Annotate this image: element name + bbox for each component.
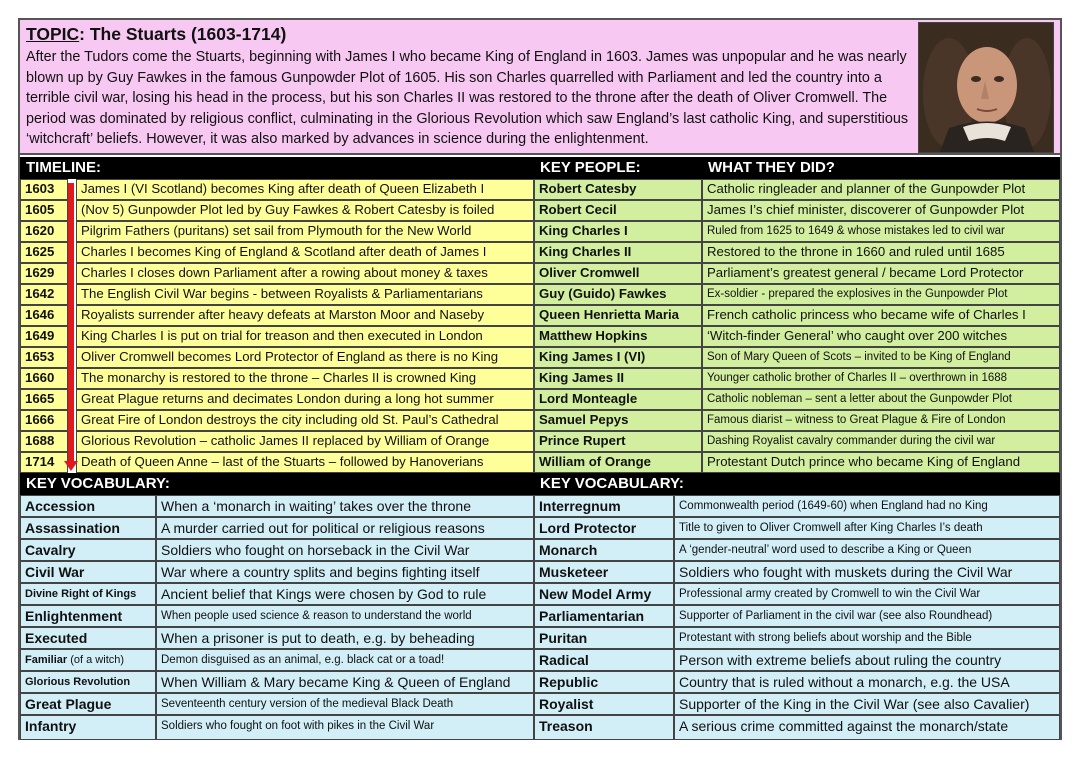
person-description: Younger catholic brother of Charles II – overthrown in 1688 — [702, 368, 1060, 389]
timeline-year: 1625 — [20, 242, 68, 263]
vocab-definition: When William & Mary became King & Queen of England — [156, 671, 534, 693]
vocab-term: Enlightenment — [20, 605, 156, 627]
person-description: James I’s chief minister, discoverer of Gunpowder Plot — [702, 200, 1060, 221]
timeline-year: 1629 — [20, 263, 68, 284]
person-name: King Charles II — [534, 242, 702, 263]
vocab-definition: Person with extreme beliefs about ruling the country — [674, 649, 1060, 671]
topic-title: : The Stuarts (1603-1714) — [79, 24, 287, 44]
people-row — [534, 200, 1060, 221]
people-row — [534, 263, 1060, 284]
vocab-row — [20, 671, 534, 693]
person-description: French catholic princess who became wife of Charles I — [702, 305, 1060, 326]
timeline-event: Oliver Cromwell becomes Lord Protector of England as there is no King — [76, 347, 534, 368]
vocab-term: Puritan — [534, 627, 674, 649]
vocab-definition: Commonwealth period (1649-60) when England had no King — [674, 495, 1060, 517]
vocab-definition: Protestant with strong beliefs about worship and the Bible — [674, 627, 1060, 649]
vocab-definition: Soldiers who fought with muskets during the Civil War — [674, 561, 1060, 583]
person-name: Lord Monteagle — [534, 389, 702, 410]
vocab-definition: When people used science & reason to understand the world — [156, 605, 534, 627]
vocab-right-header: KEY VOCABULARY: — [534, 473, 1060, 495]
timeline-year: 1665 — [20, 389, 68, 410]
vocab-definition: Professional army created by Cromwell to win the Civil War — [674, 583, 1060, 605]
key-people-header: KEY PEOPLE: — [534, 157, 702, 179]
timeline-year: 1714 — [20, 452, 68, 473]
vocab-right-table — [534, 495, 1060, 740]
vocab-definition: A murder carried out for political or religious reasons — [156, 517, 534, 539]
vocab-term: Lord Protector — [534, 517, 674, 539]
people-row — [534, 368, 1060, 389]
person-name: Matthew Hopkins — [534, 326, 702, 347]
timeline-row — [20, 284, 534, 305]
timeline-event: King Charles I is put on trial for treason and then executed in London — [76, 326, 534, 347]
person-description: ‘Witch-finder General’ who caught over 200 witches — [702, 326, 1060, 347]
vocab-term: New Model Army — [534, 583, 674, 605]
timeline-row — [20, 452, 534, 473]
timeline-year: 1660 — [20, 368, 68, 389]
timeline-year: 1603 — [20, 179, 68, 200]
timeline-event: Charles I becomes King of England & Scotland after death of James I — [76, 242, 534, 263]
vocab-term: Executed — [20, 627, 156, 649]
timeline-row — [20, 242, 534, 263]
people-row — [534, 242, 1060, 263]
vocab-term: Glorious Revolution — [20, 671, 156, 693]
vocab-row — [534, 561, 1060, 583]
vocab-definition: A ‘gender-neutral’ word used to describe a King or Queen — [674, 539, 1060, 561]
person-description: Ex-soldier - prepared the explosives in the Gunpowder Plot — [702, 284, 1060, 305]
person-description: Son of Mary Queen of Scots – invited to be King of England — [702, 347, 1060, 368]
vocab-term: Parliamentarian — [534, 605, 674, 627]
timeline-row — [20, 389, 534, 410]
people-row — [534, 326, 1060, 347]
vocab-term: Treason — [534, 715, 674, 740]
vocab-row — [20, 539, 534, 561]
timeline-row — [20, 431, 534, 452]
person-name: Guy (Guido) Fawkes — [534, 284, 702, 305]
knowledge-organiser — [18, 18, 1062, 740]
timeline-row — [20, 347, 534, 368]
vocab-row — [534, 649, 1060, 671]
person-description: Catholic ringleader and planner of the Gunpowder Plot — [702, 179, 1060, 200]
person-description: Dashing Royalist cavalry commander during the civil war — [702, 431, 1060, 452]
topic-word: TOPIC — [26, 24, 80, 44]
timeline-event: Glorious Revolution – catholic James II replaced by William of Orange — [76, 431, 534, 452]
timeline-header: TIMELINE: — [20, 157, 534, 179]
timeline-row — [20, 326, 534, 347]
vocab-definition: Supporter of the King in the Civil War (see also Cavalier) — [674, 693, 1060, 715]
people-row — [534, 431, 1060, 452]
people-row — [534, 347, 1060, 368]
timeline-year: 1642 — [20, 284, 68, 305]
timeline-event: Great Fire of London destroys the city including old St. Paul’s Cathedral — [76, 410, 534, 431]
timeline-year: 1666 — [20, 410, 68, 431]
people-row — [534, 389, 1060, 410]
timeline-row — [20, 305, 534, 326]
vocab-row — [534, 583, 1060, 605]
vocab-term: Republic — [534, 671, 674, 693]
person-description: Famous diarist – witness to Great Plague & Fire of London — [702, 410, 1060, 431]
vocab-term: Civil War — [20, 561, 156, 583]
person-name: Queen Henrietta Maria — [534, 305, 702, 326]
what-they-did-header: WHAT THEY DID? — [702, 157, 1060, 179]
timeline-year: 1646 — [20, 305, 68, 326]
people-row — [534, 305, 1060, 326]
intro-text — [26, 22, 916, 150]
people-row — [534, 284, 1060, 305]
people-row — [534, 410, 1060, 431]
timeline-row — [20, 179, 534, 200]
person-description: Catholic nobleman – sent a letter about the Gunpowder Plot — [702, 389, 1060, 410]
vocab-definition: Country that is ruled without a monarch, e.g. the USA — [674, 671, 1060, 693]
intro-panel — [20, 20, 1060, 155]
key-people-table — [534, 179, 1060, 473]
timeline-event: Death of Queen Anne – last of the Stuarts – followed by Hanoverians — [76, 452, 534, 473]
vocab-term: Musketeer — [534, 561, 674, 583]
timeline-year: 1653 — [20, 347, 68, 368]
people-row — [534, 221, 1060, 242]
timeline-row — [20, 368, 534, 389]
vocab-term: Radical — [534, 649, 674, 671]
vocab-definition: A serious crime committed against the monarch/state — [674, 715, 1060, 740]
vocab-row — [20, 561, 534, 583]
vocab-row — [20, 693, 534, 715]
vocab-definition: War where a country splits and begins fighting itself — [156, 561, 534, 583]
vocab-term: Assassination — [20, 517, 156, 539]
vocab-left-header: KEY VOCABULARY: — [20, 473, 534, 495]
timeline-event: James I (VI Scotland) becomes King after death of Queen Elizabeth I — [76, 179, 534, 200]
person-description: Protestant Dutch prince who became King of England — [702, 452, 1060, 473]
vocab-row — [534, 693, 1060, 715]
person-description: Ruled from 1625 to 1649 & whose mistakes led to civil war — [702, 221, 1060, 242]
vocab-definition: Soldiers who fought on foot with pikes in the Civil War — [156, 715, 534, 740]
timeline-row — [20, 263, 534, 284]
person-name: William of Orange — [534, 452, 702, 473]
vocab-row — [20, 495, 534, 517]
vocab-term: Accession — [20, 495, 156, 517]
person-name: Robert Cecil — [534, 200, 702, 221]
person-name: King James II — [534, 368, 702, 389]
person-name: Oliver Cromwell — [534, 263, 702, 284]
intro-paragraph: After the Tudors come the Stuarts, beginning with James I who became King of England in 1603. James was unpopular and he was nearly blown up by Guy Fawkes in the famous Gunpowder Plot of 1605. His son Charles quarrelled with Parliament and led the country into a terrible civil war, losing his head in the process, but his son Charles II was restored to the throne after the death of Oliver Cromwell. The period was dominated by religious conflict, culminating in the Glorious Revolution which saw England’s last catholic King, and superstitious ‘witchcraft’ beliefs. However, it was also marked by advances in science during the enlightenment. — [26, 49, 909, 148]
vocab-row — [534, 715, 1060, 740]
person-name: Prince Rupert — [534, 431, 702, 452]
vocab-definition: When a ‘monarch in waiting’ takes over the throne — [156, 495, 534, 517]
vocab-definition: Title to given to Oliver Cromwell after King Charles I’s death — [674, 517, 1060, 539]
person-name: Samuel Pepys — [534, 410, 702, 431]
timeline-event: Great Plague returns and decimates London during a long hot summer — [76, 389, 534, 410]
timeline-event: Pilgrim Fathers (puritans) set sail from Plymouth for the New World — [76, 221, 534, 242]
person-description: Restored to the throne in 1660 and ruled until 1685 — [702, 242, 1060, 263]
people-row — [534, 179, 1060, 200]
timeline-table — [20, 179, 534, 470]
vocab-definition: Supporter of Parliament in the civil war (see also Roundhead) — [674, 605, 1060, 627]
topic-heading — [26, 22, 916, 47]
vocab-definition: Ancient belief that Kings were chosen by God to rule — [156, 583, 534, 605]
oliver-cromwell-portrait — [918, 22, 1054, 153]
vocab-row — [534, 495, 1060, 517]
vocab-term-cell — [20, 649, 156, 671]
vocab-row — [20, 583, 534, 605]
vocab-row — [534, 517, 1060, 539]
vocab-term: Interregnum — [534, 495, 674, 517]
vocab-row — [534, 605, 1060, 627]
person-name: Robert Catesby — [534, 179, 702, 200]
vocab-term: Great Plague — [20, 693, 156, 715]
timeline-year: 1620 — [20, 221, 68, 242]
vocab-definition: Demon disguised as an animal, e.g. black cat or a toad! — [156, 649, 534, 671]
vocab-row — [20, 649, 534, 671]
vocab-definition: When a prisoner is put to death, e.g. by beheading — [156, 627, 534, 649]
vocab-term: Infantry — [20, 715, 156, 740]
timeline-event: Royalists surrender after heavy defeats at Marston Moor and Naseby — [76, 305, 534, 326]
person-name: King Charles I — [534, 221, 702, 242]
vocab-row — [20, 517, 534, 539]
vocab-term-note: (of a witch) — [67, 654, 125, 666]
vocab-row — [20, 627, 534, 649]
person-name: King James I (VI) — [534, 347, 702, 368]
timeline-row — [20, 410, 534, 431]
timeline-arrow — [68, 183, 74, 463]
vocab-row — [534, 671, 1060, 693]
vocab-term: Royalist — [534, 693, 674, 715]
vocab-term: Monarch — [534, 539, 674, 561]
vocab-row — [20, 715, 534, 740]
portrait-image — [919, 23, 1054, 153]
vocab-row — [20, 605, 534, 627]
vocab-definition: Soldiers who fought on horseback in the Civil War — [156, 539, 534, 561]
timeline-event: (Nov 5) Gunpowder Plot led by Guy Fawkes & Robert Catesby is foiled — [76, 200, 534, 221]
timeline-year: 1688 — [20, 431, 68, 452]
vocab-term: Divine Right of Kings — [20, 583, 156, 605]
vocab-row — [534, 627, 1060, 649]
vocab-left-table — [20, 495, 534, 740]
people-row — [534, 452, 1060, 473]
timeline-event: The English Civil War begins - between Royalists & Parliamentarians — [76, 284, 534, 305]
timeline-row — [20, 221, 534, 242]
timeline-row — [20, 200, 534, 221]
timeline-year: 1605 — [20, 200, 68, 221]
person-description: Parliament’s greatest general / became Lord Protector — [702, 263, 1060, 284]
timeline-event: Charles I closes down Parliament after a rowing about money & taxes — [76, 263, 534, 284]
vocab-term: Familiar — [25, 654, 68, 666]
timeline-year: 1649 — [20, 326, 68, 347]
timeline-event: The monarchy is restored to the throne – Charles II is crowned King — [76, 368, 534, 389]
vocab-term: Cavalry — [20, 539, 156, 561]
vocab-row — [534, 539, 1060, 561]
vocab-definition: Seventeenth century version of the medieval Black Death — [156, 693, 534, 715]
timeline-arrow-head — [64, 461, 78, 471]
